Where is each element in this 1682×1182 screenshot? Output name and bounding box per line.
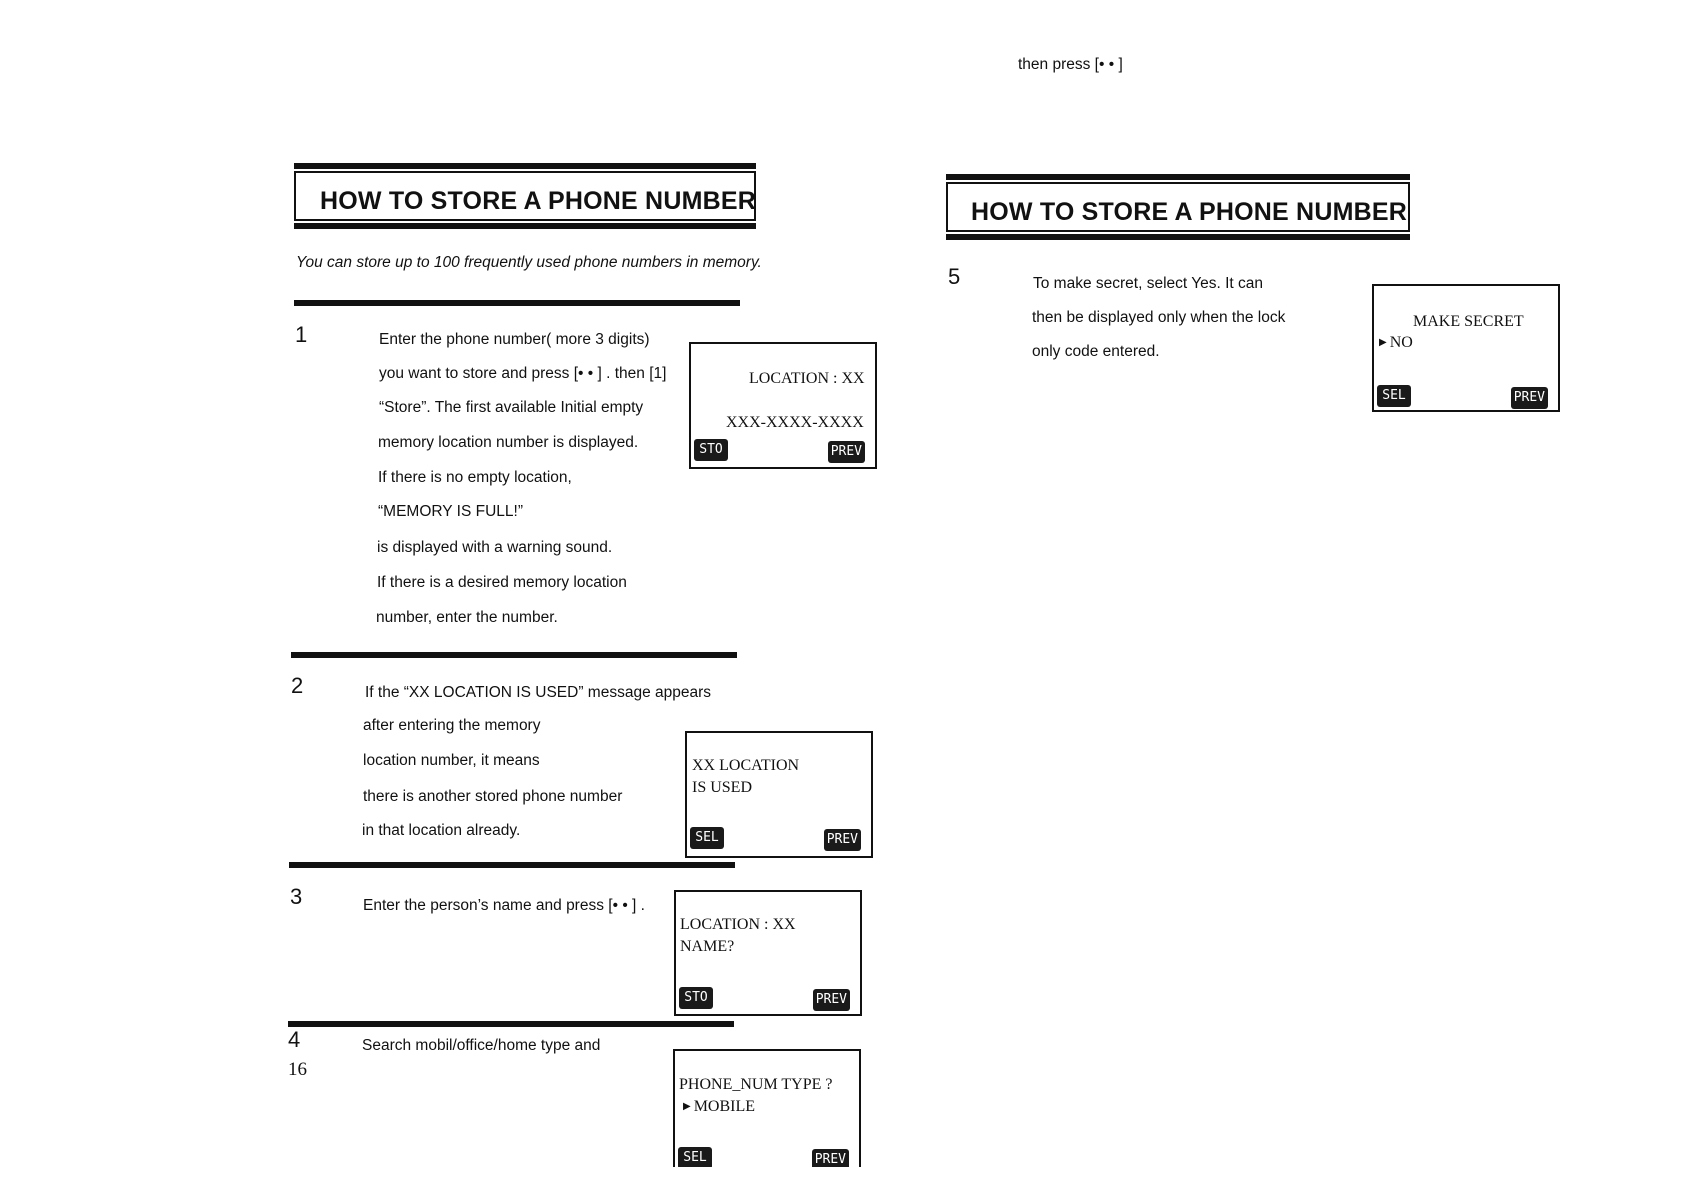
- lcd-line-2-row: [1379, 334, 1413, 352]
- step-3-line: Enter the person’s name and press [• • ] .: [363, 897, 645, 914]
- lcd-line-2: XXX-XXXX-XXXX: [726, 414, 864, 431]
- step-5-line: then be displayed only when the lock: [1032, 309, 1286, 326]
- lcd-line-2: IS USED: [692, 779, 753, 796]
- top-note: then press [• • ]: [1018, 56, 1123, 73]
- lcd-line-1: XX LOCATION: [692, 757, 800, 774]
- soft-key-right: PREV: [813, 989, 850, 1011]
- lcd-screen-step-3: [674, 890, 862, 1016]
- selection-arrow-icon: ▶: [683, 1101, 691, 1112]
- left-header-box: [294, 163, 756, 229]
- step-1-line: “MEMORY IS FULL!”: [378, 503, 523, 520]
- step-5-line: To make secret, select Yes. It can: [1033, 275, 1264, 292]
- lcd-line-1: PHONE_NUM TYPE ?: [679, 1076, 833, 1093]
- left-header-title: HOW TO STORE A PHONE NUMBER: [320, 187, 756, 215]
- step-1-line: If there is a desired memory location: [377, 574, 627, 591]
- soft-key-right: PREV: [812, 1149, 849, 1167]
- step-1-line: is displayed with a warning sound.: [377, 539, 613, 556]
- lcd-line-1: LOCATION : XX: [680, 916, 796, 933]
- soft-key-left: STO: [679, 987, 713, 1009]
- selection-arrow-icon: ▶: [1379, 337, 1387, 348]
- right-header-title: HOW TO STORE A PHONE NUMBER: [971, 198, 1407, 226]
- step-1-line: If there is no empty location,: [378, 469, 572, 486]
- step-2-line: there is another stored phone number: [363, 788, 623, 805]
- soft-key-right: PREV: [1511, 387, 1548, 409]
- step-5-number: 5: [948, 264, 961, 289]
- divider: [289, 862, 735, 868]
- step-2-number: 2: [291, 673, 304, 698]
- step-4-line: Search mobil/office/home type and: [362, 1037, 601, 1054]
- lcd-line-2-row: [683, 1098, 755, 1116]
- step-1-line: “Store”. The first available Initial empty: [379, 399, 644, 416]
- lcd-screen-step-5: [1372, 284, 1560, 412]
- divider: [294, 300, 740, 306]
- divider: [288, 1021, 734, 1027]
- soft-key-left: SEL: [678, 1147, 712, 1167]
- step-3-number: 3: [290, 884, 303, 909]
- step-1-number: 1: [295, 322, 308, 347]
- step-2-line: in that location already.: [362, 822, 521, 839]
- lcd-line-1: MAKE SECRET: [1413, 313, 1524, 330]
- lcd-line-2: NAME?: [680, 938, 735, 955]
- lcd-line-2: NO: [1389, 334, 1413, 351]
- soft-key-left: STO: [694, 439, 728, 461]
- soft-key-left: SEL: [690, 827, 724, 849]
- step-4-number: 4: [288, 1027, 301, 1052]
- step-1-line: number, enter the number.: [376, 609, 558, 626]
- divider: [291, 652, 737, 658]
- soft-key-right: PREV: [828, 441, 865, 463]
- lcd-line-1: LOCATION : XX: [749, 370, 865, 387]
- lcd-line-2: MOBILE: [693, 1098, 756, 1115]
- step-1-line: memory location number is displayed.: [378, 434, 639, 451]
- soft-key-left: SEL: [1377, 385, 1411, 407]
- intro-text: You can store up to 100 frequently used phone numbers in memory.: [296, 254, 762, 271]
- step-1-line: you want to store and press [• • ] . then [1]: [379, 365, 667, 382]
- step-2-line: after entering the memory: [363, 717, 541, 734]
- step-2-line: If the “XX LOCATION IS USED” message appears: [365, 684, 712, 701]
- lcd-screen-step-4: [673, 1049, 861, 1167]
- right-header-box: [946, 174, 1410, 240]
- lcd-screen-step-2: [685, 731, 873, 858]
- soft-key-right: PREV: [824, 829, 861, 851]
- step-5-line: only code entered.: [1032, 343, 1160, 360]
- step-1-line: Enter the phone number( more 3 digits): [379, 331, 650, 348]
- lcd-screen-step-1: [689, 342, 877, 469]
- page-number: 16: [288, 1059, 307, 1080]
- step-2-line: location number, it means: [363, 752, 540, 769]
